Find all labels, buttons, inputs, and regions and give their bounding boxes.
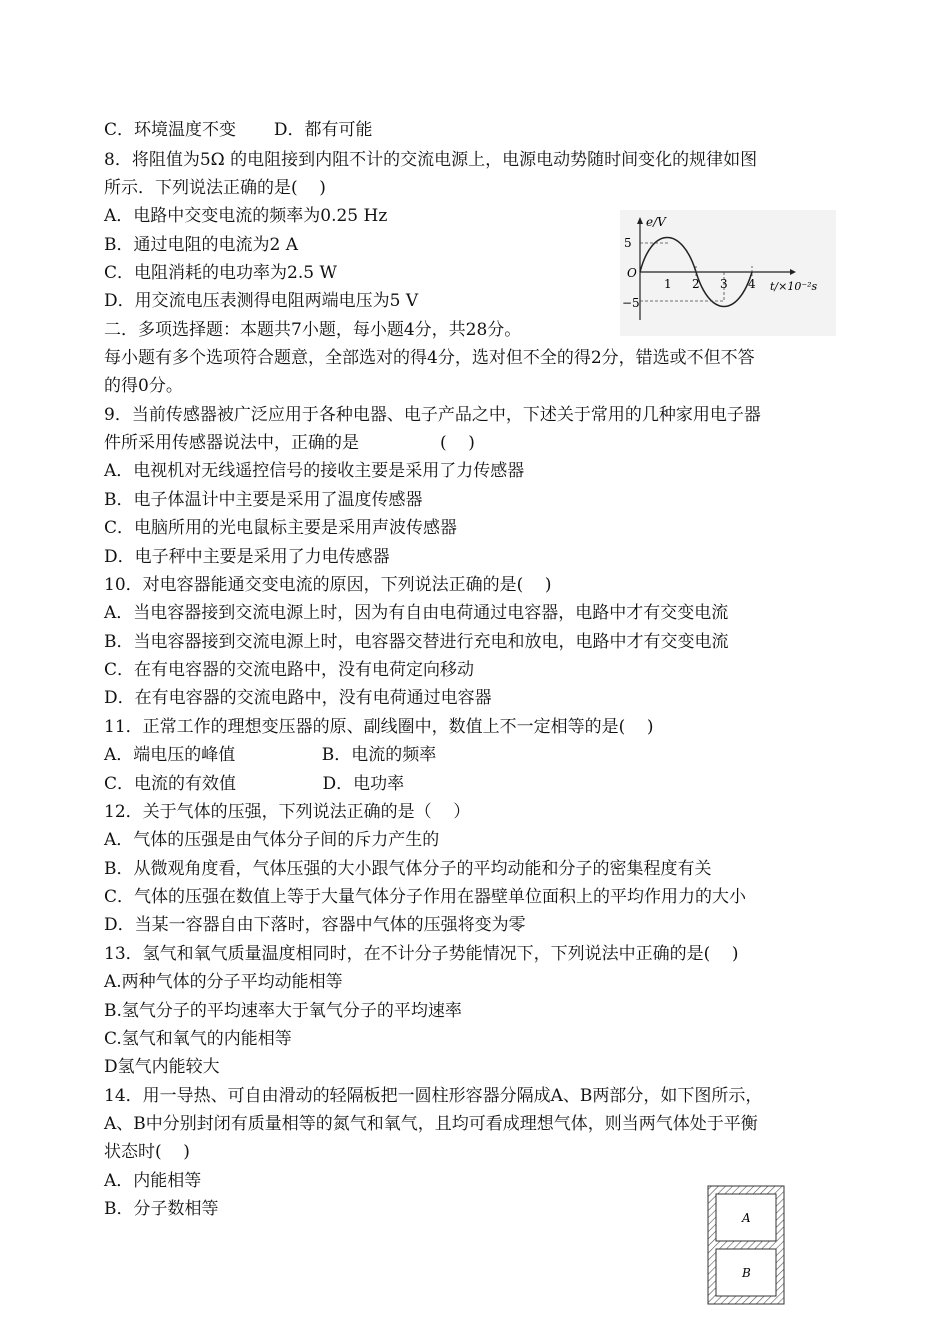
y-tick-label: −5 (622, 296, 640, 310)
text-line: 9．当前传感器被广泛应用于各种电器、电子产品之中，下述关于常用的几种家用电子器 (104, 405, 761, 425)
text-line: A、B中分别封闭有质量相等的氮气和氧气，且均可看成理想气体，则当两气体处于平衡 (104, 1114, 758, 1134)
text-line: B．通过电阻的电流为2 A (104, 235, 298, 255)
text-line: C．电脑所用的光电鼠标主要是采用声波传感器 (104, 518, 458, 538)
text-line: C．在有电容器的交流电路中，没有电荷定向移动 (104, 660, 475, 680)
chamber-a-label: A (742, 1211, 751, 1225)
y-axis-arrow (637, 217, 643, 224)
text-line: D．用交流电压表测得电阻两端电压为5 V (104, 291, 419, 311)
text-line: C．气体的压强在数值上等于大量气体分子作用在器壁单位面积上的平均作用力的大小 (104, 887, 747, 907)
partitioned-container-figure (706, 1184, 786, 1306)
text-line: C．电流的有效值 D．电功率 (104, 774, 405, 794)
text-line: C.氢气和氧气的内能相等 (104, 1029, 292, 1049)
text-line: 每小题有多个选项符合题意，全部选对的得4分，选对但不全的得2分，错选或不但不答 (104, 348, 755, 368)
chamber-b-label: B (742, 1266, 751, 1280)
x-axis-arrow (790, 269, 796, 275)
text-line: 11．正常工作的理想变压器的原、副线圈中，数值上不一定相等的是( ) (104, 717, 654, 737)
x-axis-label: t/×10⁻²s (770, 280, 818, 293)
y-axis-label: e/V (646, 215, 666, 229)
text-line: D．在有电容器的交流电路中，没有电荷通过电容器 (104, 688, 492, 708)
text-line: B．当电容器接到交流电源上时，电容器交替进行充电和放电，电路中才有交变电流 (104, 632, 729, 652)
x-tick-label: 1 (664, 277, 672, 291)
text-line: D氢气内能较大 (104, 1057, 220, 1077)
text-line: B．电子体温计中主要是采用了温度传感器 (104, 490, 423, 510)
section-heading: 二．多项选择题：本题共7小题，每小题4分，共28分。 (104, 320, 522, 340)
x-tick-label: 2 (692, 277, 700, 291)
text-line: C．环境温度不变 D．都有可能 (104, 120, 373, 140)
text-line: D．当某一容器自由下落时，容器中气体的压强将变为零 (104, 915, 526, 935)
emf-time-graph (620, 210, 836, 336)
text-line: 的得0分。 (104, 376, 183, 396)
text-line: B.氢气分子的平均速率大于氧气分子的平均速率 (104, 1001, 462, 1021)
text-line: 8．将阻值为5Ω 的电阻接到内阻不计的交流电源上，电源电动势随时间变化的规律如图 (104, 150, 758, 170)
x-tick-label: 4 (748, 277, 756, 291)
text-line: A．端电压的峰值 B．电流的频率 (104, 745, 437, 765)
text-line: C．电阻消耗的电功率为2.5 W (104, 263, 337, 283)
x-tick-label: 3 (720, 277, 728, 291)
text-line: A．当电容器接到交流电源上时，因为有自由电荷通过电容器，电路中才有交变电流 (104, 603, 729, 623)
y-tick-label: 5 (624, 236, 632, 250)
text-line: 13．氢气和氧气质量温度相同时，在不计分子势能情况下，下列说法中正确的是( ) (104, 944, 739, 964)
text-line: A．内能相等 (104, 1171, 202, 1191)
text-line: 所示．下列说法正确的是( ) (104, 178, 326, 198)
text-line: 14．用一导热、可自由滑动的轻隔板把一圆柱形容器分隔成A、B两部分，如下图所示， (104, 1086, 763, 1106)
text-line: B．从微观角度看，气体压强的大小跟气体分子的平均动能和分子的密集程度有关 (104, 859, 712, 879)
text-line: A.两种气体的分子平均动能相等 (104, 972, 343, 992)
text-line: D．电子秤中主要是采用了力电传感器 (104, 547, 390, 567)
text-line: 件所采用传感器说法中，正确的是 ( ) (104, 433, 475, 453)
text-line: A．电路中交变电流的频率为0.25 Hz (104, 206, 388, 226)
origin-label: O (627, 266, 637, 280)
text-line: A．电视机对无线遥控信号的接收主要是采用了力传感器 (104, 461, 525, 481)
text-line: 10．对电容器能通交变电流的原因，下列说法正确的是( ) (104, 575, 552, 595)
text-line: B．分子数相等 (104, 1199, 219, 1219)
text-line: 12．关于气体的压强，下列说法正确的是（ ） (104, 802, 471, 822)
text-line: A．气体的压强是由气体分子间的斥力产生的 (104, 830, 440, 850)
text-line: 状态时( ) (104, 1142, 190, 1162)
